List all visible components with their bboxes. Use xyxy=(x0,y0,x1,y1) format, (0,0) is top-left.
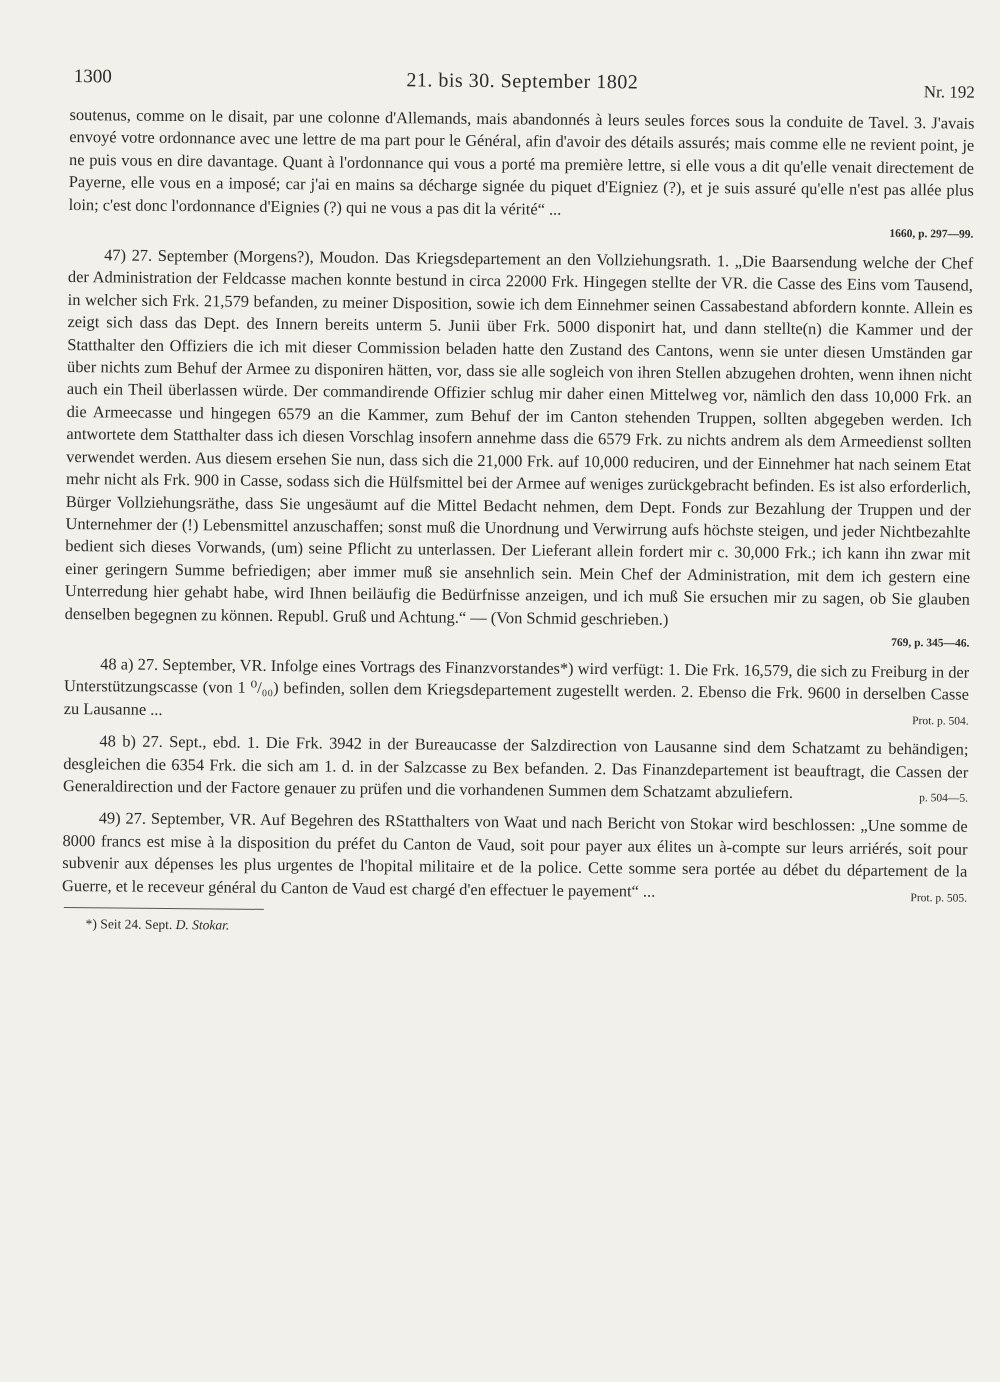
running-title: 21. bis 30. September 1802 xyxy=(406,69,639,94)
page-header xyxy=(70,62,975,113)
continuation-paragraph: soutenus, comme on le disait, par une colonne d'Allemands, mais abandonnés à leurs seules forces sous la conduite de Tavel. 3. J'avais envoyé votre ordonnance avec une lettre de ma part pour le Général, afin d'avoir des détails assurés; mais comme elle ne revient point, je ne puis vous en dire davantage. Quant à l'ordonnance qui vous a porté ma première lettre, si elle vous a dit qu'elle venait directement de Payerne, elle vous en a imposé; car j'ai en mains sa décharge signée du piquet d'Eigniez (?), et je suis assuré qu'elle n'est pas allée plus loin; c'est donc l'ordonnance d'Eignies (?) qui ne vous a pas dit la vérité“ ... xyxy=(68,104,975,219)
document-page xyxy=(62,62,975,941)
entry-47: 47) 27. September (Morgens?), Moudon. Das Kriegsdepartement an den Vollziehungsrath. 1. „Die Baarsendung welche der Chef der Administration der Feldcasse machen konnte bestund in circa 22000 Frk. Hingegen stellte der VR. die Casse des Eins vom Tausend, in welcher sich Frk. 21,579 befanden, zu meiner Disposition, sowie ich dem Einnehmer seinen Cassabestand abfordern konnte. Allein es zeigt sich dass das Dept. des Innern bereits unterm 5. Junii über Frk. 5000 disponirt hat, und dann stellte(n) die Kammer und der Statthalter den Offiziers die ich mit dieser Commission beladen hatte den Zustand des Cantons, wenn sie unter diesen Umständen gar über nichts zum Behuf der Armee zu disponiren hätten, vor, dass sie alle sogleich von ihren Stellen abzugehen drohten, wenn ihnen nicht auch ein Theil überlassen würde. Der commandirende Offizier schlug mir daher einen Mittelweg vor, nämlich den dass 10,000 Frk. an die Armeecasse und hingegen 6579 an die Kammer, zum Behuf der im Canton stehenden Truppen, sollten abgegeben werden. Ich antwortete dem Statthalter dass ich diesen Vorschlag insofern annehme dass die 6579 Frk. zu nichts andrem als dem Armeedienst sollten verwendet werden. Aus diesem ersehen Sie nun, dass sich die 21,000 Frk. auf 10,000 reduciren, und der Einnehmer hat nach seinem Etat mehr nicht als Frk. 900 in Casse, sodass sich die Hülfsmittel bei der Armee auf weniges zurückgebracht befinden. Es ist also erforderlich, Bürger Vollziehungsräthe, dass Sie ungesäumt auf die Mittel Bedacht nehmen, dem Dept. Fonds zur Bezahlung der Truppen und der Unternehmer der (!) Lebensmittel anzuschaffen; sonst muß die Unordnung und Verwirrung aufs höchste steigen, und jeder Nichtbezahlte bedient sich dieses Vorwands, (um) seine Pflicht zu unterlassen. Der Lieferant allein fordert mir c. 30,000 Frk.; ich kann ihn zwar mit einer geringern Summe befriedigen; aber immer muß sie ansehnlich sein. Mein Chef der Administration, mit dem ich gestern eine Unterredung hier gehabt habe, wird Ihnen beiläufig die Bedürfnisse anzeigen, und ich muß Sie ersuchen mir zu sagen, ob Sie glauben denselben begegnen zu können. Republ. Gruß und Achtung.“ — (Von Schmid geschrieben.) xyxy=(64,245,974,629)
entry-48a xyxy=(64,653,970,729)
entry-49-text: 49) 27. September, VR. Auf Begehren des RStatthalters von Waat und nach Bericht von Stokar wird beschlossen: „Une somme de 8000 francs est mise à la disposition du préfet du Canton de Vaud, soit pour payer aux élites un à-compte sur leurs arriérés, soit pour subvenir aux dépenses les plus urgentes de l'hopital militaire et de la police. Cette somme sera portée au débet du département de la Guerre, et le receveur général du Canton de Vaud est chargé d'en effectuer le payement“ ... xyxy=(62,808,968,901)
footnote-text: *) Seit 24. Sept. xyxy=(85,916,173,933)
entry-48a-text: 48 a) 27. September, VR. Infolge eines Vortrags des Finanzvorstandes*) wird verfügt: 1. Die Frk. 16,579, die sich zu Freiburg in der Unterstützungscasse (von 1 ⁰/₀₀) befinden, sollen dem Kriegsdepartement zugestellt werden. 2. Ebenso die Frk. 9600 in derselben Casse zu Lausanne ... xyxy=(63,654,970,719)
page-number: 1300 xyxy=(73,66,112,88)
footnote-rule xyxy=(64,907,264,910)
source-reference: 769, p. 345—46. xyxy=(891,636,970,650)
footnote-name: D. Stokar. xyxy=(175,917,230,933)
entry-49 xyxy=(62,807,968,905)
source-reference: p. 504—5. xyxy=(919,792,969,805)
entry-48b xyxy=(63,730,969,806)
entry-48b-text: 48 b) 27. Sept., ebd. 1. Die Frk. 3942 in der Bureaucasse der Salzdirection von Lausanne sind dem Schatzamt zu behändigen; desgleichen die 6354 Frk. die sich am 1. d. in der Salzcasse zu Bex befanden. 2. Das Finanzdepartement ist beauftragt, die Cassen der Generaldirection und der Factore genauer zu prüfen und die vorhandenen Summen dem Schatzamt abzuliefern. xyxy=(62,731,969,802)
source-reference: Prot. p. 505. xyxy=(910,891,968,905)
footnote xyxy=(86,916,967,940)
source-reference: Prot. p. 504. xyxy=(912,714,969,728)
document-number: Nr. 192 xyxy=(923,82,975,102)
source-reference: 1660, p. 297—99. xyxy=(889,227,974,241)
